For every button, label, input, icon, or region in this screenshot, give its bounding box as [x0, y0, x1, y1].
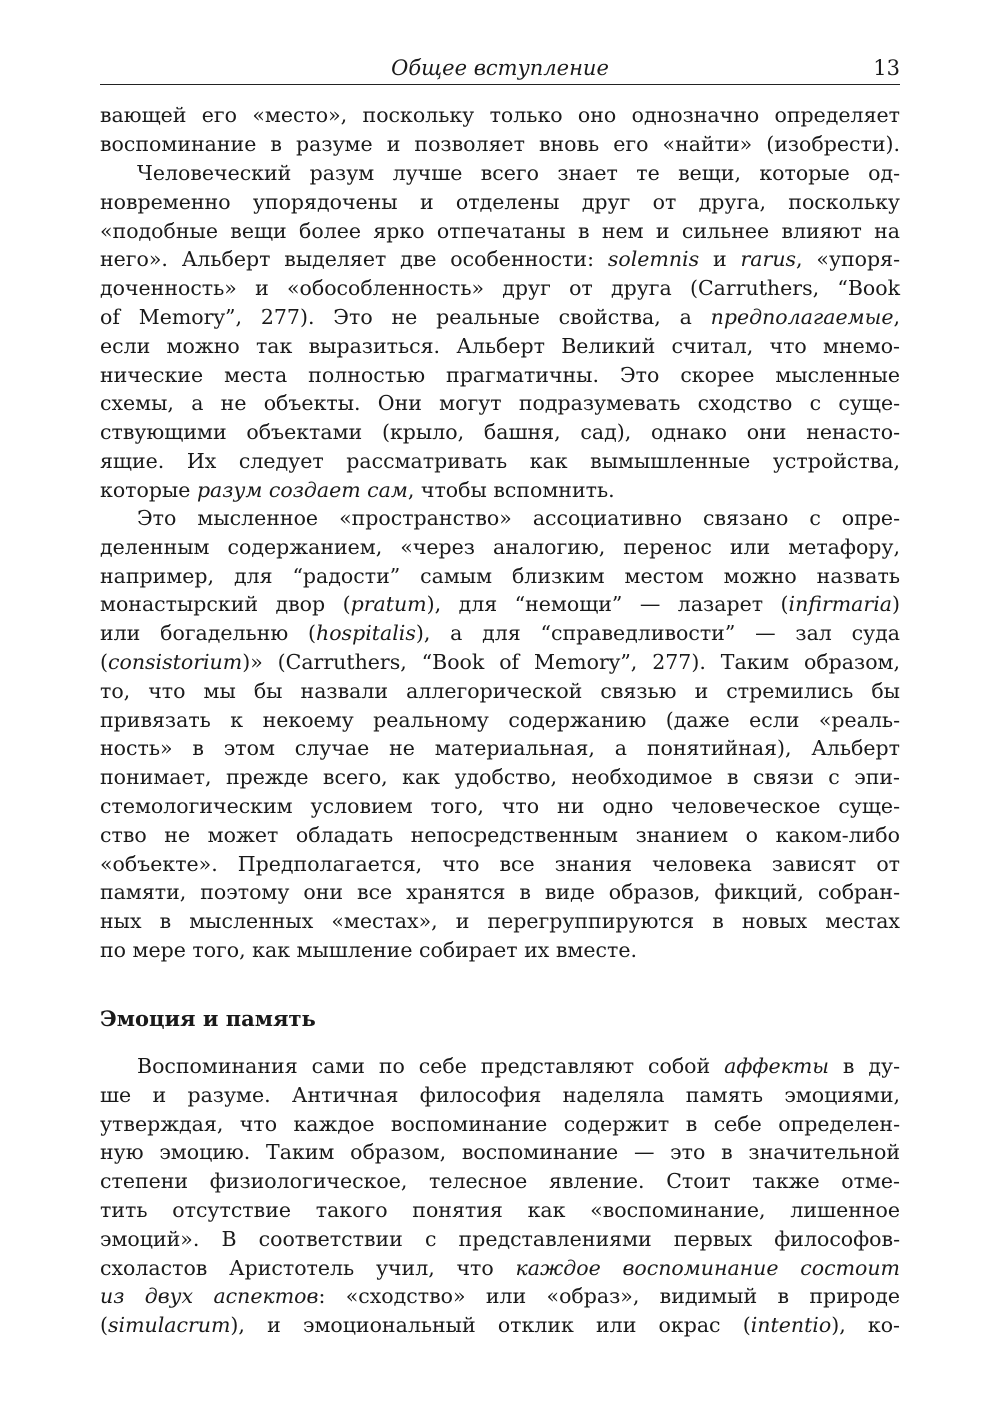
text-line — [100, 389, 900, 417]
text-run: «объекте». Предполагается, что все знания человека зависят от — [100, 851, 900, 876]
text-line — [137, 159, 900, 187]
text-line — [100, 418, 900, 446]
text-run: of Memory”, 277). Это не реальные свойства, а — [100, 305, 711, 329]
text-run: воспоминание в разуме и позволяет вновь его «найти» (изобрести). — [100, 131, 900, 156]
text-line — [100, 332, 900, 360]
text-run: ), для “немощи” — лазарет ( — [426, 592, 789, 617]
text-run: Это мысленное «пространство» ассоциативно связано с опре- — [137, 506, 900, 530]
text-run: ную эмоцию. Таким образом, воспоминание — это в значительной — [100, 1140, 900, 1165]
text-run: ство не может обладать непосредственным знанием о каком-либо — [100, 822, 900, 847]
text-run: него». Альберт выделяет две особенности: — [100, 247, 608, 272]
text-line — [100, 850, 900, 878]
text-run: ящие. Их следует рассматривать как вымышленные устройства, — [100, 449, 900, 473]
text-line — [100, 734, 900, 762]
italic-text: infirmaria — [788, 592, 892, 617]
text-run: ) — [892, 592, 900, 617]
text-line — [100, 1225, 900, 1253]
text-run: ных в мысленных «местах», и перегруппируются в новых местах — [100, 909, 900, 934]
text-run: «подобные вещи более ярко отпечатаны в нем и сильнее влияют на — [100, 218, 900, 243]
text-run: ), и эмоциональный отклик или окрас ( — [230, 1313, 751, 1338]
italic-text: pratum — [350, 592, 427, 617]
text-run: например, для “радости” самым близким местом можно назвать — [100, 563, 900, 588]
text-line — [100, 1167, 900, 1195]
text-run: монастырский двор ( — [100, 592, 351, 617]
text-line — [100, 361, 900, 389]
text-line — [100, 1138, 900, 1166]
text-run: схемы, а не объекты. Они могут подразумевать сходство с суще- — [100, 391, 900, 416]
text-run: Человеческий разум лучше всего знает те вещи, которые од- — [137, 161, 900, 185]
text-run: ность» в этом случае не материальная, а понятийная), Альберт — [100, 736, 900, 761]
text-line — [100, 447, 900, 475]
text-run: тить отсутствие такого понятия как «воспоминание, лишенное — [100, 1198, 900, 1222]
text-run: )» (Carruthers, “Book of Memory”, 277). Таким образом, — [242, 650, 900, 674]
italic-text: разум создает сам — [196, 477, 408, 502]
text-line — [100, 1196, 900, 1224]
text-run: вающей его «место», поскольку только оно однозначно определяет — [100, 103, 900, 127]
running-header — [100, 56, 900, 85]
italic-text: simulacrum — [108, 1313, 231, 1338]
text-run: эмоций». В соответствии с представлениями первых философов- — [100, 1226, 900, 1251]
text-line — [100, 1311, 900, 1339]
italic-text: intentio — [750, 1313, 832, 1338]
text-run: , «упоря- — [796, 247, 901, 272]
text-run: Воспоминания сами по себе представляют собой — [137, 1054, 725, 1078]
italic-text: consistorium — [108, 650, 243, 674]
text-line — [100, 878, 900, 906]
italic-text: предполагаемые — [710, 305, 894, 329]
text-run: новременно упорядочены и отделены друг от друга, поскольку — [100, 189, 900, 214]
italic-text: hospitalis — [316, 621, 416, 646]
text-line — [137, 504, 900, 532]
text-line — [137, 1052, 900, 1080]
text-run: степени физиологическое, телесное явление. Стоит также отме- — [100, 1169, 900, 1194]
text-line — [100, 101, 900, 129]
text-line — [100, 936, 900, 964]
running-title: Общее вступление — [391, 56, 609, 80]
italic-text: из двух аспектов — [100, 1284, 319, 1309]
text-line — [100, 677, 900, 705]
text-line — [100, 1081, 900, 1109]
text-run: ( — [100, 650, 108, 674]
text-run: ствующими объектами (крыло, башня, сад), однако они ненасто- — [100, 420, 900, 445]
text-line — [100, 1254, 900, 1282]
italic-text: solemnis — [607, 247, 700, 272]
text-line — [100, 188, 900, 216]
text-line — [100, 619, 900, 647]
text-run: по мере того, как мышление собирает их вместе. — [100, 938, 637, 962]
page-number: 13 — [873, 56, 900, 80]
text-run: стемологическим условием того, что ни одно человеческое суще- — [100, 794, 900, 818]
text-line — [100, 821, 900, 849]
text-line — [100, 1110, 900, 1138]
text-run: утверждая, что каждое воспоминание содержит в себе определен- — [100, 1111, 900, 1136]
text-run: деленным содержанием, «через аналогию, перенос или метафору, — [100, 534, 900, 559]
text-line — [100, 245, 900, 273]
text-line — [100, 907, 900, 935]
text-line — [100, 217, 900, 245]
text-line — [100, 562, 900, 590]
text-run: памяти, поэтому они все хранятся в виде образов, фикций, собран- — [100, 880, 900, 905]
text-run: то, что мы бы назвали аллегорической связью и стремились бы — [100, 678, 900, 703]
text-run: если можно так выразиться. Альберт Великий считал, что мнемо- — [100, 333, 900, 358]
text-run: , чтобы вспомнить. — [407, 477, 615, 502]
text-run: доченность» и «обособленность» друг от друга (Carruthers, “Book — [100, 276, 900, 301]
text-run: , — [893, 305, 900, 329]
text-run: ), ко- — [831, 1313, 900, 1338]
text-line — [100, 476, 900, 504]
italic-text: каждое воспоминание состоит — [515, 1255, 900, 1280]
text-line — [100, 303, 900, 331]
text-line — [100, 533, 900, 561]
text-run: привязать к некоему реальному содержанию (даже если «реаль- — [100, 707, 900, 732]
text-line — [100, 648, 900, 676]
text-run: в ду- — [828, 1054, 901, 1078]
text-run: которые — [100, 477, 197, 502]
text-run: : «сходство» или «образ», видимый в природе — [318, 1284, 900, 1309]
italic-text: rarus — [740, 247, 797, 272]
section-heading: Эмоция и память — [100, 1006, 316, 1031]
text-line — [100, 590, 900, 618]
text-run: схоластов Аристотель учил, что — [100, 1255, 516, 1280]
text-run: или богадельню ( — [100, 621, 317, 646]
text-run: понимает, прежде всего, как удобство, необходимое в связи с эпи- — [100, 765, 900, 790]
text-run: ( — [100, 1313, 108, 1338]
text-line — [100, 130, 900, 158]
italic-text: аффекты — [724, 1054, 829, 1078]
text-run: ше и разуме. Античная философия наделяла память эмоциями, — [100, 1082, 900, 1107]
text-line — [100, 274, 900, 302]
text-run: ), а для “справедливости” — зал суда — [415, 621, 900, 646]
text-line — [100, 706, 900, 734]
text-run: и — [699, 247, 741, 272]
text-line — [100, 1282, 900, 1310]
text-line — [100, 792, 900, 820]
text-run: нические места полностью прагматичны. Это скорее мысленные — [100, 362, 900, 387]
text-line — [100, 763, 900, 791]
